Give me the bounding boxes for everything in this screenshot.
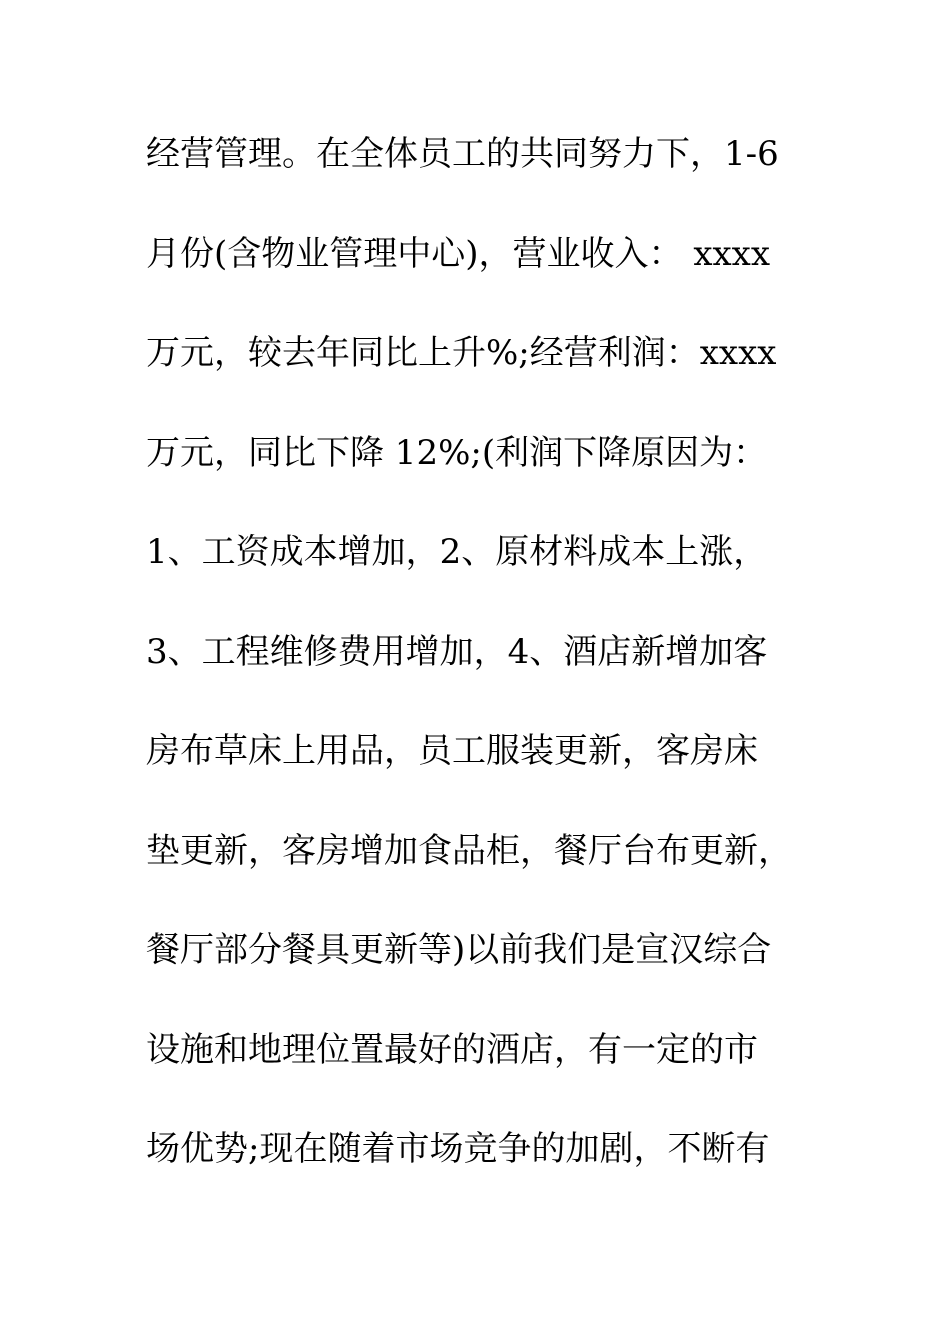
text-line: 月份(含物业管理中心)，营业收入： xxxx [146, 233, 771, 274]
text-line: 设施和地理位置最好的酒店，有一定的市 [146, 1029, 758, 1070]
text-line: 垫更新，客房增加食品柜，餐厅台布更新， [146, 830, 792, 871]
text-line: 场优势;现在随着市场竞争的加剧，不断有 [146, 1129, 770, 1169]
text-line: 餐厅部分餐具更新等)以前我们是宣汉综合 [146, 930, 772, 970]
text-line: 3、工程维修费用增加，4、酒店新增加客 [146, 631, 768, 672]
body-paragraph [146, 122, 806, 1217]
text-line: 万元，较去年同比上升%;经营利润：xxxx [146, 333, 777, 373]
text-line: 1、工资成本增加，2、原材料成本上涨， [146, 532, 768, 572]
text-line: 房布草床上用品，员工服装更新，客房床 [146, 731, 758, 771]
text-line: 经营管理。在全体员工的共同努力下，1-6 [146, 134, 779, 174]
text-line: 万元，同比下降 12%;(利润下降原因为： [146, 432, 768, 473]
